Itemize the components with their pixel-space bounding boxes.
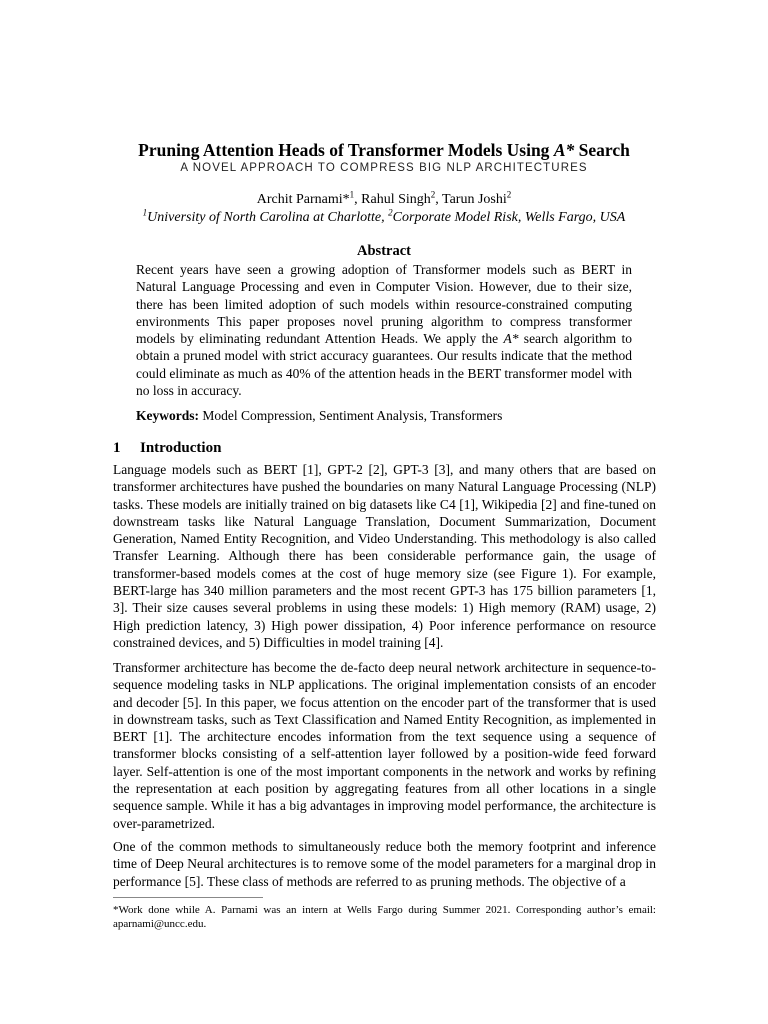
title-text-end: Search <box>574 140 630 160</box>
abstract-heading: Abstract <box>357 243 411 259</box>
keywords-text: Model Compression, Sentiment Analysis, Transformers <box>199 408 503 423</box>
title-math-a-star: A* <box>553 140 575 160</box>
author-list: Archit Parnami*$^1$, Rahul Singh$^2$, Tarun Joshi$^2$ <box>256 189 512 207</box>
affiliation-name: University of North Carolina at Charlotte, <box>147 210 389 225</box>
affiliation-mark: 1 <box>142 207 148 218</box>
paper-title <box>0 140 768 161</box>
section-heading <box>113 440 221 457</box>
abstract-text: Recent years have seen a growing adoption of Transformer models such as BERT in Natural Language Processing and even in Computer Vision. However, due to their size, there has been limited adoption of such models within resource-constrained computing environments This paper proposes novel pruning algorithm to compress transformer models by eliminating redundant Attention Heads. We apply the <box>136 262 632 347</box>
abstract-math-a-star: A* <box>503 331 519 347</box>
keywords <box>136 408 632 424</box>
body-paragraph: Transformer architecture has become the de-facto deep neural network architecture in sequence-to-sequence modeling tasks in NLP applications. The original implementation consists of an encoder and decoder [5]. In this paper, we focus attention on the encoder part of the transformer that is used in downstream tasks, such as Text Classification and Named Entity Recognition, as implemented in BERT [1]. The architecture encodes information from the text sequence using a sequence of transformer blocks consisting of a self-attention layer followed by a position-wide feed forward layer. Self-attention is one of the most important components in the network and works by refining the representation at each position by aggregating features from all other locations in a single sequence sample. While it has a big advantages in improving model performance, the architecture is over-parametrized. <box>113 660 656 831</box>
body-paragraph: Language models such as BERT [1], GPT-2 [2], GPT-3 [3], and many others that are based on transformer architectures have pushed the boundaries on many Natural Language Processing (NLP) tasks. These models are initially trained on big datasets like C4 [1], Wikipedia [2] and fine-tuned on downstream tasks like Natural Language Translation, Document Summarization, Document Generation, Named Entity Recognition, and Video Understanding. This methodology is also called Transfer Learning. Although there has been considerable performance gain, the usage of transformer-based models comes at the cost of huge memory size (see Figure 1). For example, BERT-large has 340 million parameters and the most recent GPT-3 has 175 billion parameters [1, 3]. Their size causes several problems in using these models: 1) High memory (RAM) usage, 2) High prediction latency, 3) High power dissipation, 4) Poor inference performance on resource constrained devices, and 5) Difficulties in model training [4]. <box>113 462 656 650</box>
author-affiliation-mark: 1 <box>349 189 355 200</box>
paper-subtitle: A NOVEL APPROACH TO COMPRESS BIG NLP ARCHITECTURES <box>180 162 588 174</box>
affiliation-name: Corporate Model Risk, Wells Fargo, USA <box>392 210 626 225</box>
section-number: 1 <box>113 440 121 456</box>
footnote-divider <box>113 897 263 898</box>
footnote: *Work done while A. Parnami was an intern at Wells Fargo during Summer 2021. Corresponding author’s email: aparnami@uncc.edu. <box>113 904 656 930</box>
author-affiliation-mark: 2 <box>430 189 436 200</box>
abstract-text: search algorithm to obtain a pruned model with strict accuracy guarantees. Our results indicate that the method could eliminate as much as 40% of the attention heads in the BERT transformer model with no loss in accuracy. <box>136 331 632 399</box>
keywords-label: Keywords: <box>136 408 199 423</box>
abstract-body <box>136 261 632 399</box>
affiliation-mark: 2 <box>388 207 393 218</box>
affiliations <box>0 207 768 226</box>
body-paragraph: One of the common methods to simultaneously reduce both the memory footprint and inference time of Deep Neural architectures is to remove some of the model parameters for a marginal drop in performance [5]. These class of methods are referred to as pruning methods. The objective of a <box>113 839 656 889</box>
author-name: Archit Parnami* <box>256 192 350 207</box>
section-title: Introduction <box>140 440 222 456</box>
author-affiliation-mark: 2 <box>506 189 512 200</box>
title-text-start: Pruning Attention Heads of Transformer Models Using <box>138 140 554 160</box>
author-name: Rahul Singh <box>361 192 431 207</box>
author-name: Tarun Joshi <box>442 192 507 207</box>
